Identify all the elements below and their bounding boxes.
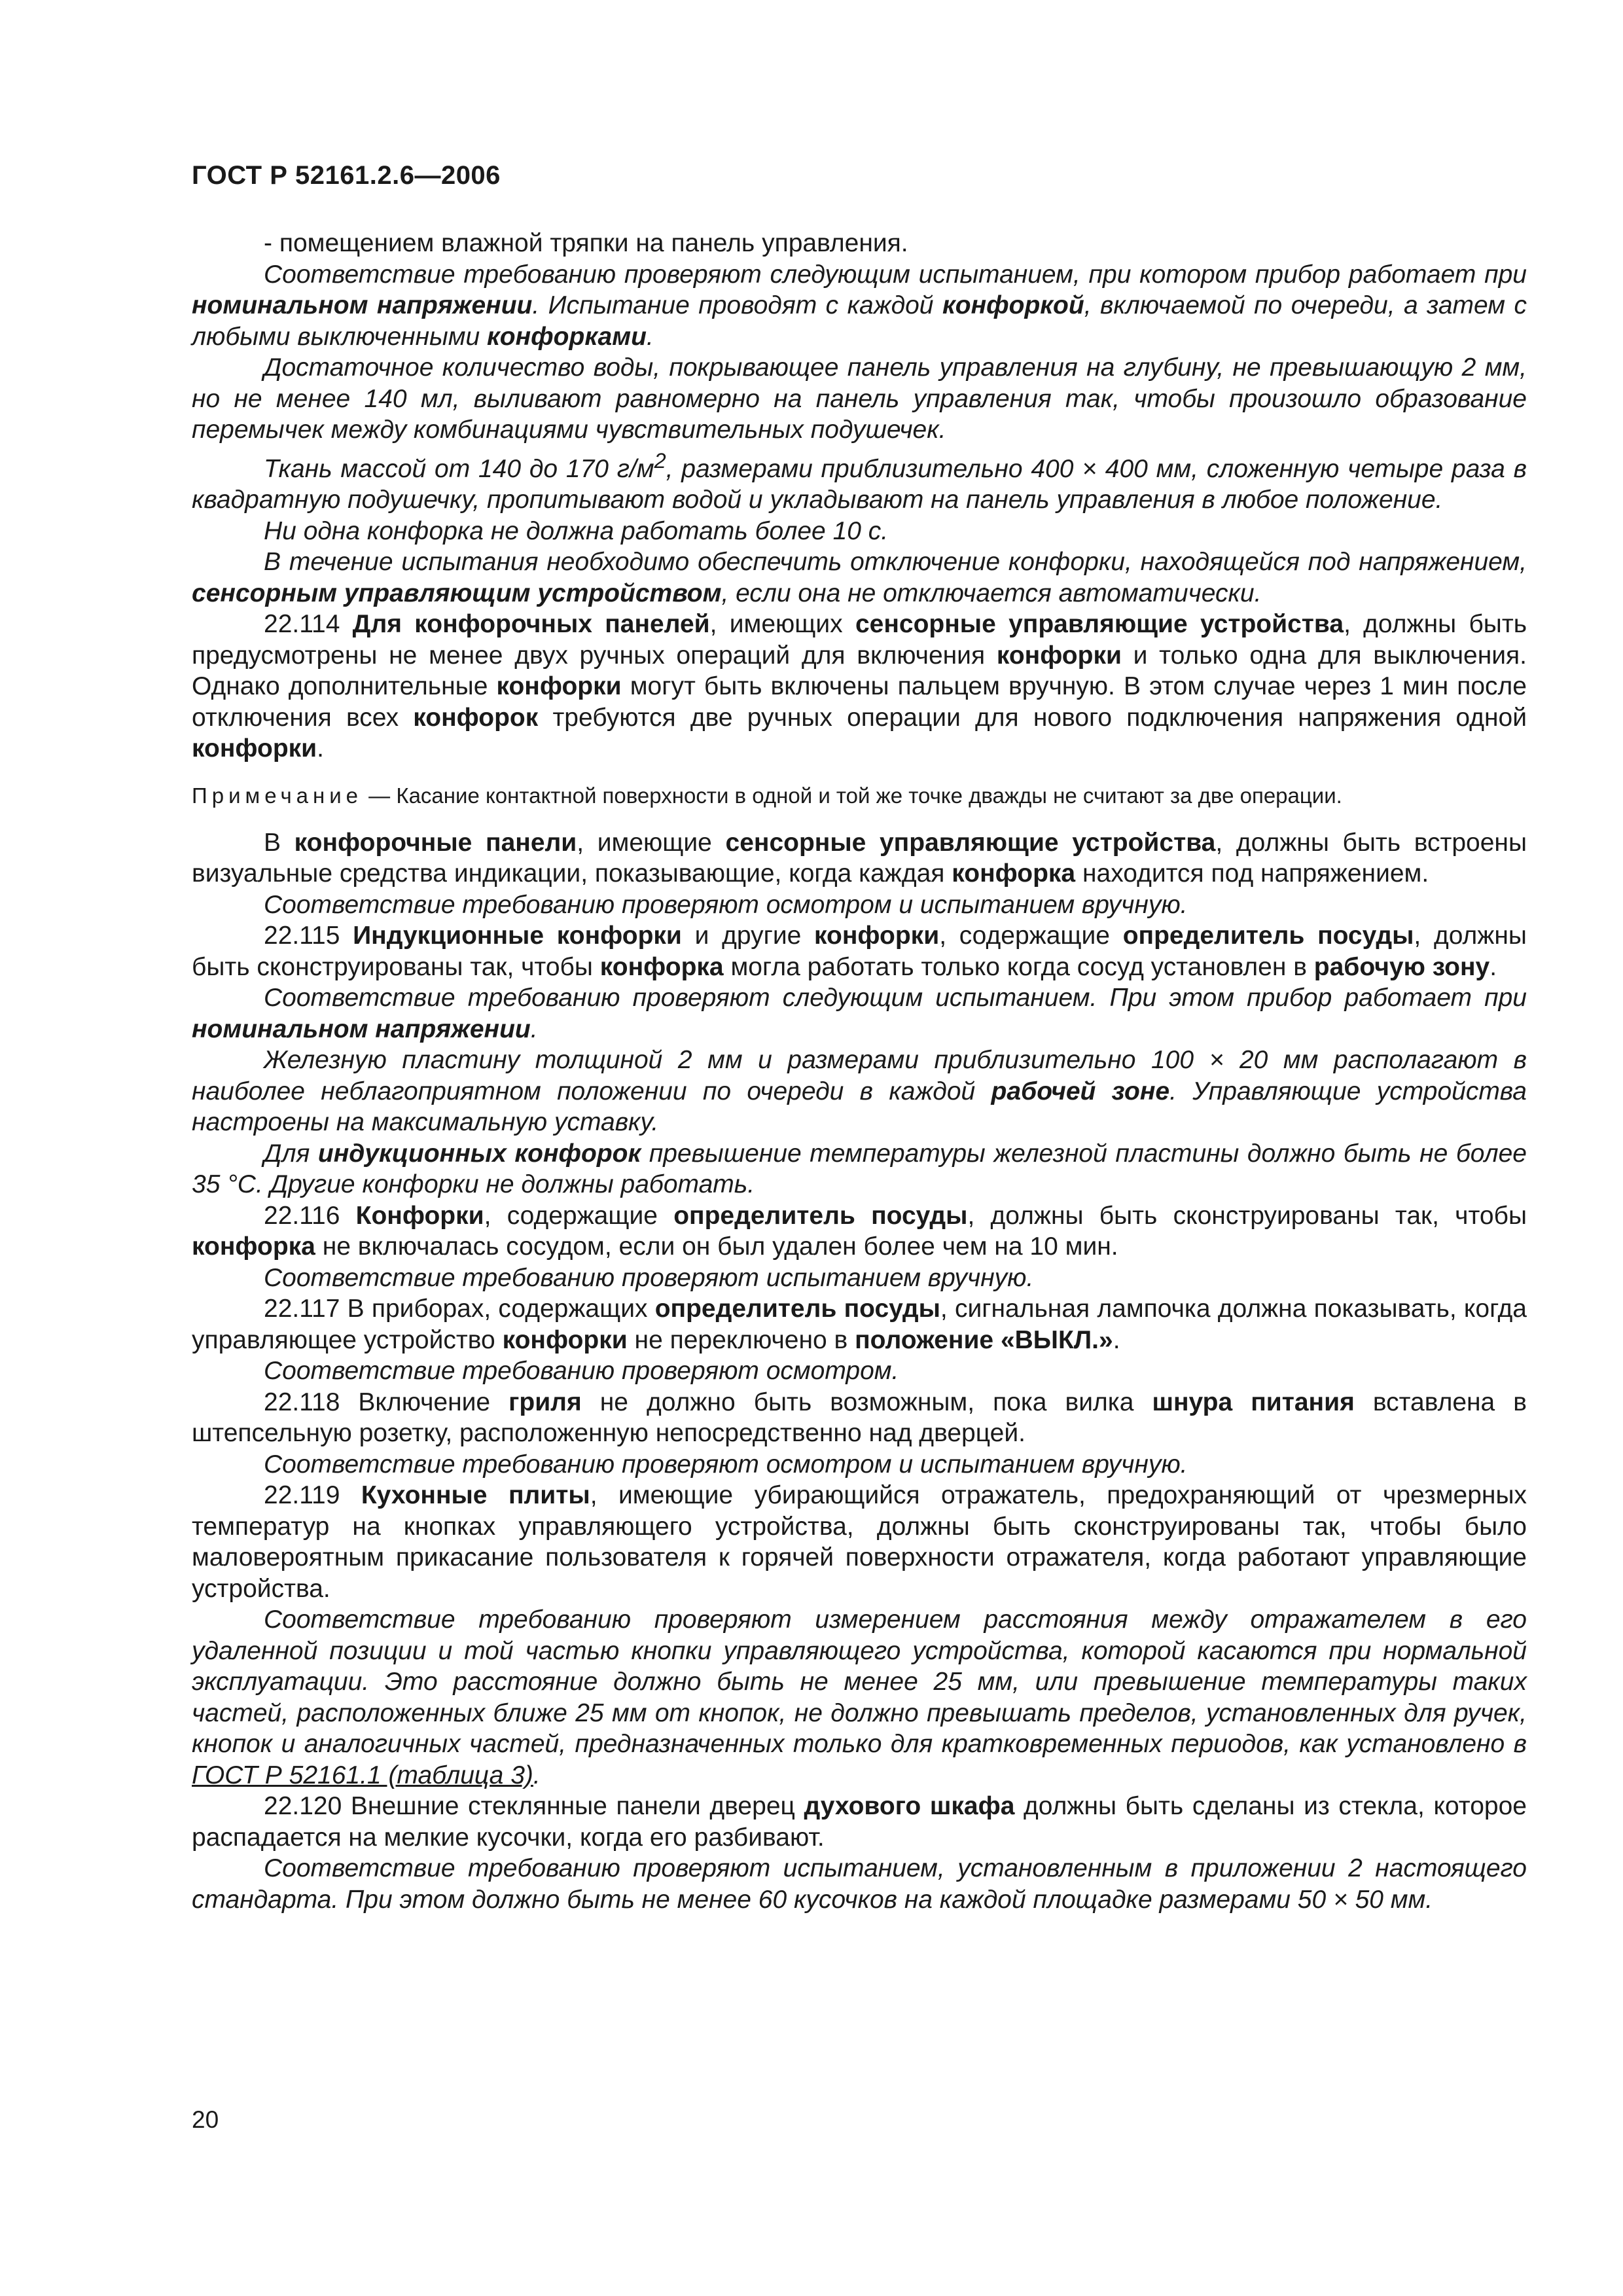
text-run: требуются две ручных операции для нового подключения напряжения одной [538, 703, 1527, 732]
page-number: 20 [192, 2106, 219, 2133]
paragraph [192, 228, 1527, 259]
text-run: 22.118 Включение [264, 1388, 509, 1416]
term: рабочую зону [1313, 952, 1490, 981]
paragraph [192, 609, 1527, 764]
paragraph [192, 352, 1527, 446]
paragraph [192, 1045, 1527, 1138]
reference-link: ГОСТ Р 52161.1 (таблица 3) [192, 1761, 533, 1789]
term: гриля [508, 1388, 582, 1416]
term: номинальном напряжении [192, 1014, 531, 1043]
text-run: не переключено в [627, 1325, 855, 1354]
text-run: Соответствие требованию проверяют измерением расстояния между отражателем в его удаленной позиции и той частью кнопки управляющего устройства, которой касаются при нормальной эксплуатации. Это расстояние должно быть не менее 25 мм, или превышение температуры таких частей, расположенных ближе 25 мм от кнопок, не должно превышать пределов, установленных для ручек, кнопок и аналогичных частей, предназначенных только для кратковременных периодов, как установлено в [192, 1605, 1527, 1758]
text-run: . [530, 1014, 538, 1043]
term: Конфорки [355, 1201, 484, 1230]
term: конфорки [996, 641, 1122, 670]
text-run: Соответствие требованию проверяют следующим испытанием, при котором прибор работает при [264, 260, 1527, 289]
text-run: 2 [654, 448, 666, 473]
paragraph [192, 889, 1527, 921]
term: конфорки [814, 922, 940, 950]
text-run: , содержащие [484, 1201, 674, 1230]
paragraph [192, 1480, 1527, 1604]
term: положение «ВЫКЛ.» [855, 1325, 1113, 1354]
text-run: Примечание [192, 783, 363, 808]
text-run: . Испытание проводят с каждой [532, 291, 942, 319]
text-run: , имеющие [577, 828, 726, 857]
text-run: находится под напряжением. [1075, 859, 1429, 888]
paragraph [192, 547, 1527, 609]
term: сенсорные управляющие устройства [725, 828, 1216, 857]
term: конфорка [952, 859, 1076, 888]
document-code-header: ГОСТ Р 52161.2.6—2006 [192, 161, 501, 190]
text-run: превышение температуры железной пластины должно быть не более 35 °С. Другие конфорки не должны работать. [192, 1139, 1527, 1198]
text-run: не должно быть возможным, пока вилка [581, 1388, 1152, 1416]
text-run: . [1489, 952, 1497, 981]
text-run: Ни одна конфорка не должна работать более 10 с. [264, 516, 889, 545]
text-run: . [533, 1761, 541, 1789]
paragraph [192, 1853, 1527, 1915]
term: конфорки [496, 672, 622, 700]
term: определитель посуды [673, 1201, 968, 1230]
text-run: В течение испытания необходимо обеспечить отключение конфорки, находящейся под напряжением, [264, 548, 1527, 576]
text-run: Соответствие требованию проверяют осмотром. [264, 1357, 899, 1385]
text-run: , должны быть сконструированы так, чтобы [967, 1201, 1527, 1230]
term: определитель посуды [1122, 922, 1414, 950]
term: номинальном напряжении [192, 291, 533, 319]
term: конфорка [192, 1232, 315, 1261]
term: конфорками [487, 322, 647, 351]
paragraph [192, 827, 1527, 889]
paragraph [192, 920, 1527, 982]
term: духового шкафа [804, 1792, 1015, 1820]
text-run: не включалась сосудом, если он был удален более чем на 10 мин. [315, 1232, 1118, 1261]
term: шнура питания [1152, 1388, 1355, 1416]
paragraph [192, 259, 1527, 353]
text-run: , содержащие [939, 922, 1123, 950]
text-run: Соответствие требованию проверяют осмотром и испытанием вручную. [264, 890, 1188, 919]
paragraph [192, 1263, 1527, 1294]
text-run: должны быть сделаны из стекла, которое распадается на мелкие кусочки, когда его разбивают. [192, 1792, 1527, 1852]
text-run: вставлена в штепсельную розетку, расположенную непосредственно над дверцей. [192, 1388, 1527, 1447]
text-run: В [264, 828, 294, 857]
text-run: - помещением влажной тряпки на панель управления. [264, 229, 908, 257]
text-run: , размерами приблизительно 400 × 400 мм, сложенную четыре раза в квадратную подушечку, пропитывают водой и укладывают на панель управления в любое положение. [192, 454, 1527, 514]
text-run: 22.120 Внешние стеклянные панели дверец [264, 1792, 804, 1820]
text-run: , сигнальная лампочка должна показывать, когда управляющее устройство [192, 1295, 1527, 1354]
text-run: . Управляющие устройства настроены на максимальную уставку. [192, 1077, 1527, 1136]
paragraph [192, 1387, 1527, 1449]
term: рабочей зоне [991, 1077, 1170, 1105]
term: конфорок [413, 703, 539, 732]
paragraph [192, 1138, 1527, 1200]
text-run: , должны быть предусмотрены не менее двух ручных операций для включения [192, 610, 1527, 670]
term: индукционных конфорок [317, 1139, 641, 1168]
term: конфорки [502, 1325, 628, 1354]
text-run: 22.115 [264, 922, 353, 950]
paragraph [192, 1604, 1527, 1791]
text-run: . [1113, 1325, 1120, 1354]
paragraph [192, 982, 1527, 1045]
term: Кухонные плиты [361, 1481, 590, 1509]
paragraph [192, 1449, 1527, 1480]
text-run: Соответствие требованию проверяют испытанием, установленным в приложении 2 настоящего стандарта. При этом должно быть не менее 60 кусочков на каждой площадке размерами 50 × 50 мм. [192, 1854, 1527, 1914]
text-run: Железную пластину толщиной 2 мм и размерами приблизительно 100 × 20 мм располагают в наиболее неблагоприятном положении по очереди в каждой [192, 1046, 1527, 1105]
term: сенсорные управляющие устройства [855, 610, 1344, 638]
paragraph [192, 1355, 1527, 1387]
text-run: , если она не отключается автоматически. [721, 579, 1262, 607]
paragraph [192, 1791, 1527, 1853]
text-run: , включаемой по очереди, а затем с любыми выключенными [192, 291, 1527, 351]
text-run: Для [264, 1139, 318, 1168]
text-run: Соответствие требованию проверяют следующим испытанием. При этом прибор работает при [264, 984, 1527, 1012]
note-paragraph [192, 781, 1527, 810]
paragraph [192, 1293, 1527, 1355]
text-run: 22.117 В приборах, содержащих [264, 1295, 655, 1323]
term: сенсорным управляющим устройством [192, 579, 722, 607]
term: конфорки [192, 734, 317, 762]
term: конфоркой [942, 291, 1084, 319]
term: определитель посуды [654, 1295, 940, 1323]
text-run: Ткань массой от 140 до 170 г/м [264, 454, 654, 483]
text-run: Соответствие требованию проверяют осмотром и испытанием вручную. [264, 1450, 1188, 1479]
text-run: , должны быть встроены визуальные средства индикации, показывающие, когда каждая [192, 828, 1527, 888]
term: Для конфорочных панелей [352, 610, 710, 638]
text-run: 22.119 [264, 1481, 361, 1509]
paragraph [192, 516, 1527, 547]
text-run: — Касание контактной поверхности в одной и той же точке дважды не считают за две операции. [363, 783, 1342, 808]
text-run: . [646, 322, 654, 351]
text-run: , имеющих [709, 610, 855, 638]
text-run: 22.114 [264, 610, 353, 638]
document-body [192, 228, 1527, 1915]
text-run: и другие [681, 922, 815, 950]
term: конфорка [599, 952, 724, 981]
text-run: Достаточное количество воды, покрывающее панель управления на глубину, не превышающую 2 мм, но не менее 140 мл, выливают равномерно на панель управления так, чтобы произошло образование перемычек между комбинациями чувствительных подушечек. [192, 353, 1527, 444]
paragraph [192, 1200, 1527, 1263]
text-run: . [317, 734, 324, 762]
text-run: могла работать только когда сосуд установлен в [723, 952, 1314, 981]
text-run: , имеющие убирающийся отражатель, предохраняющий от чрезмерных температур на кнопках управляющего устройства, должны быть сконструированы так, чтобы было маловероятным прикасание пользователя к горячей поверхности отражателя, когда работают управляющие устройства. [192, 1481, 1527, 1603]
text-run: 22.116 [264, 1201, 356, 1230]
text-run: могут быть включены пальцем вручную. В этом случае через 1 мин после отключения всех [192, 672, 1527, 732]
text-run: Соответствие требованию проверяют испытанием вручную. [264, 1263, 1034, 1292]
term: Индукционные конфорки [353, 922, 682, 950]
term: конфорочные панели [294, 828, 577, 857]
paragraph [192, 446, 1527, 516]
text-run: и только одна для выключения. Однако дополнительные [192, 641, 1527, 700]
text-run: , должны быть сконструированы так, чтобы [192, 922, 1527, 981]
